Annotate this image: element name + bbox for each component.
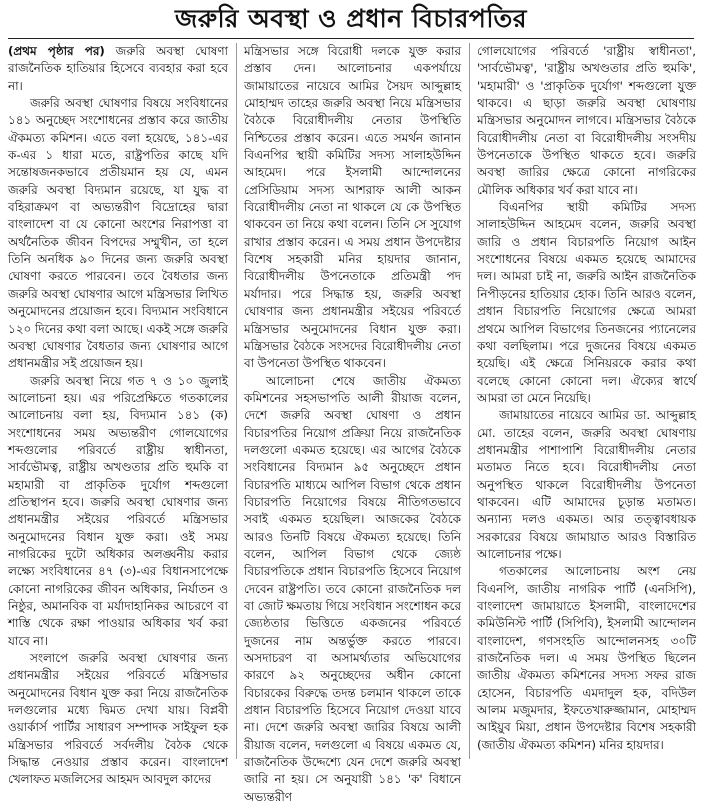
article-column-1 xyxy=(8,43,228,787)
paragraph: (প্রথম পৃষ্ঠার পর) জরুরি অবস্থা ঘোষণা রাজনৈতিক হাতিয়ার হিসেবে ব্যবহার করা হবে না। xyxy=(8,44,228,93)
article-column-3 xyxy=(477,43,696,759)
paragraph: জামায়াতের নায়েবে আমির ডা. আব্দুল্লাহ মো. তাহের বলেন, জরুরি অবস্থা ঘোষণায় প্রধানমন্ত্রীর পাশাপাশি বিরোধীদলীয় নেতার মতামত নিতে হবে। বিরোধীদলীয় নেতা অনুপস্থিত থাকলে বিরোধীদলীয় উপনেতা থাকবেন। এটি আমাদের চূড়ান্ত মতামত। অন্যান্য দলও একমত। আর তত্ত্বাবধায়ক সরকারের বিষয়ে জামায়াত আরও বিস্তারিত আলোচনার পক্ষে। xyxy=(477,408,696,561)
paragraph: আলোচনা শেষে জাতীয় ঐকমত্য কমিশনের সহসভাপতি আলী রীয়াজ বলেন, দেশে জরুরি অবস্থা ঘোষণা ও প্রধান বিচারপতির নিয়োগ প্রক্রিয়া নিয়ে রাজনৈতিক দলগুলো একমত হয়েছে। এর আগের বৈঠকে সংবিধানের বিদ্যমান ৯৫ অনুচ্ছেদে প্রধান বিচারপতি মাধ্যমে আপিল বিভাগ থেকে প্রধান বিচারপতি নিয়োগের বিষয়ে নীতিগতভাবে সবাই একমত হয়েছিল। আজকের বৈঠকে আরও তিনটি বিষয়ে ঐকমত্য হয়েছে। তিনি বলেন, আপিল বিভাগ থেকে জ্যেষ্ঠ বিচারপতিকে প্রধান বিচারপতি হিসেবে নিয়োগ দেবেন রাষ্ট্রপতি। তবে কোনো রাজনৈতিক দল বা জোট ক্ষমতায় গিয়ে সংবিধান সংশোধন করে জ্যেষ্ঠতার ভিত্তিতে একজনের পরিবর্তে দুজনের নাম অন্তর্ভুক্ত করতে পারবে। অসদাচরণ বা অসামর্থ্যতার অভিযোগের কারণে ৯২ অনুচ্ছেদের অধীন কোনো বিচারকের বিরুদ্ধে তদন্ত চলমান থাকলে তাকে প্রধান বিচারপতি হিসেবে নিয়োগ দেওয়া যাবে না। দেশে জরুরি অবস্থা জারির বিষয়ে আলী রীয়াজ বলেন, দলগুলো এ বিষয়ে একমত যে, রাজনৈতিক উদ্দেশ্যে যেন দেশে জরুরি অবস্থা জারি না হয়। সে অনুযায়ী ১৪১ 'ক' বিধানে অভ্যন্তরীণ xyxy=(244,373,461,804)
paragraph: গতকালের আলোচনায় অংশ নেয় বিএনপি, জাতীয় নাগরিক পার্টি (এনসিপি), বাংলাদেশ জামায়াতে ইসলামী, বাংলাদেশের কমিউনিস্ট পার্টি (সিপিবি), ইসলামী আন্দোলন বাংলাদেশ, গণসংহতি আন্দোলনসহ ৩০টি রাজনৈতিক দল। এ সময় উপস্থিত ছিলেন জাতীয় ঐকমত্য কমিশনের সদস্য সফর রাজ হোসেন, বিচারপতি এমদাদুল হক, বদিউল আলম মজুমদার, ইফতেখারুজ্জামান, মোহাম্মদ আইয়ুব মিয়া, প্রধান উপদেষ্টার বিশেষ সহকারী (জাতীয় ঐকমত্য কমিশন) মনির হায়দার। xyxy=(477,564,696,752)
headline: জরুরি অবস্থা ও প্রধান বিচারপতির xyxy=(174,4,528,33)
column-divider xyxy=(236,43,237,759)
column-divider xyxy=(469,43,470,759)
paragraph: সংলাপে জরুরি অবস্থা ঘোষণার জন্য প্রধানমন্ত্রীর সইয়ের পরিবর্তে মন্ত্রিসভার অনুমোদনের বিধান যুক্ত করা নিয়ে রাজনৈতিক দলগুলোর মধ্যে দ্বিমত দেখা যায়। বিপ্লবী ওয়ার্কার্স পার্টির সাধারণ সম্পাদক সাইফুল হক মন্ত্রিসভার পরিবর্তে সর্বদলীয় বৈঠক থেকে সিদ্ধান্ত নেওয়ার প্রস্তাব করেন। বাংলাদেশ খেলাফত মজলিসের আহমদ আবদুল কাদের xyxy=(8,651,228,787)
paragraph: গোলযোগের পরিবর্তে 'রাষ্ট্রীয় স্বাধীনতা', 'সার্বভৌমত্ব', 'রাষ্ট্রীয় অখণ্ডতার প্রতি হুমকি', 'মহামারী' ও 'প্রাকৃতিক দুর্যোগ' শব্দগুলো যুক্ত থাকবে। এ ছাড়া জরুরি অবস্থা ঘোষণায় মন্ত্রিসভার অনুমোদন লাগবে। মন্ত্রিসভার বৈঠকে বিরোধীদলীয় নেতা বা বিরোধীদলীয় সংসদীয় উপনেতাকে উপস্থিত থাকতে হবে। জরুরি অবস্থা জারির ক্ষেত্রে কোনো নাগরিকের মৌলিক অধিকার খর্ব করা যাবে না। xyxy=(477,44,696,197)
headline-rule xyxy=(8,38,694,39)
article-column-2 xyxy=(244,43,461,804)
paragraph: জরুরি অবস্থা নিয়ে গত ৭ ও ১০ জুলাই আলোচনা হয়। এর পরিপ্রেক্ষিতে গতকালের আলোচনায় বলা হয়, বিদ্যমান ১৪১ (ক) সংশোধনের সময় অভ্যন্তরীণ গোলযোগের শব্দগুলোর পরিবর্তে রাষ্ট্রীয় স্বাধীনতা, সার্বভৌমত্ব, রাষ্ট্রীয় অখণ্ডতার প্রতি হুমকি বা মহামারী বা প্রাকৃতিক দুর্যোগ শব্দগুলো প্রতিস্থাপন হবে। জরুরি অবস্থা ঘোষণার জন্য প্রধানমন্ত্রীর সইয়ের পরিবর্তে মন্ত্রিসভার অনুমোদনের বিধান যুক্ত করা। ওই সময় নাগরিকের দুটো অধিকার অলঙ্ঘনীয় করার লক্ষ্যে সংবিধানের ৪৭ (৩)-এর বিধানসাপেক্ষে কোনো নাগরিকের জীবন অধিকার, নির্যাতন ও নিষ্ঠুর, অমানবিক বা মর্যাদাহানিকর আচরণে বা শাস্তি থেকে রক্ষা পাওয়ার অধিকার খর্ব করা যাবে না। xyxy=(8,373,228,648)
paragraph: জরুরি অবস্থা ঘোষণার বিষয়ে সংবিধানের ১৪১ অনুচ্ছেদ সংশোধনের প্রস্তাব করে জাতীয় ঐকমত্য কমিশন। এতে বলা হয়েছে, ১৪১-এর ক-এর ১ ধারা মতে, রাষ্ট্রপতির কাছে যদি সন্তোষজনকভাবে প্রতীয়মান হয় যে, এমন জরুরি অবস্থা বিদ্যমান রয়েছে, যা যুদ্ধ বা বহিরাক্রমণ বা অভ্যন্তরীণ বিদ্রোহের দ্বারা বাংলাদেশ বা যে কোনো অংশের নিরাপত্তা বা অর্থনৈতিক জীবন বিপদের সম্মুখীন, তা হলে তিনি অনধিক ৯০ দিনের জন্য জরুরি অবস্থা ঘোষণা করতে পারবেন। তবে বৈধতার জন্য জরুরি অবস্থা ঘোষণার আগে মন্ত্রিসভার লিখিত অনুমোদনের প্রয়োজন হবে। বিদ্যমান সংবিধানে ১২০ দিনের কথা বলা আছে। একই সঙ্গে জরুরি অবস্থা ঘোষণার বৈধতার জন্য ঘোষণার আগে প্রধানমন্ত্রীর সই প্রয়োজন হয়। xyxy=(8,96,228,371)
paragraph: মন্ত্রিসভার সঙ্গে বিরোধী দলকে যুক্ত করার প্রস্তাব দেন। আলোচনার একপর্যায়ে জামায়াতের নায়েবে আমির সৈয়দ আব্দুল্লাহ মোহাম্মদ তাহের জরুরি অবস্থা নিয়ে মন্ত্রিসভার বৈঠকে বিরোধীদলীয় নেতার উপস্থিতি নিশ্চিতের প্রস্তাব করেন। এতে সমর্থন জানান বিএনপির স্থায়ী কমিটির সদস্য সালাহউদ্দিন আহমেদ। পরে ইসলামী আন্দোলনের প্রেসিডিয়াম সদস্য আশরাফ আলী আকন বিরোধীদলীয় নেতা না থাকলে যে কে উপস্থিত থাকবেন তা নিয়ে কথা বলেন। তিনি সে সুযোগ রাখার প্রস্তাব করেন। এ সময় প্রধান উপদেষ্টার বিশেষ সহকারী মনির হায়দার জানান, বিরোধীদলীয় উপনেতাকে প্রতিমন্ত্রী পদ মর্যাদার। পরে সিদ্ধান্ত হয়, জরুরি অবস্থা ঘোষণার জন্য প্রধানমন্ত্রীর সইয়ের পরিবর্তে মন্ত্রিসভার অনুমোদনের বিধান যুক্ত করা। মন্ত্রিসভার বৈঠকে সংসদের বিরোধীদলীয় নেতা বা উপনেতা উপস্থিত থাকবেন। xyxy=(244,44,461,371)
paragraph: বিএনপির স্থায়ী কমিটির সদস্য সালাহউদ্দিন আহমেদ বলেন, জরুরি অবস্থা জারি ও প্রধান বিচারপতি নিয়োগ আইন সংশোধনের বিষয়ে একমত হয়েছে আমাদের দল। আমরা চাই না, জরুরি আইন রাজনৈতিক নিপীড়নের হাতিয়ার হোক। তিনি আরও বলেন, প্রধান বিচারপতি নিয়োগের ক্ষেত্রে আমরা প্রথমে আপিল বিভাগের তিনজনের প্যানেলের কথা বলছিলাম। পরে দুজনের বিষয়ে একমত হয়েছি। এই ক্ষেত্রে সিনিয়রকে করার কথা বলেছে কোনো কোনো দল। ঐক্যের স্বার্থে আমরা তা মেনে নিয়েছি। xyxy=(477,200,696,405)
continuation-marker: (প্রথম পৃষ্ঠার পর) xyxy=(8,44,105,58)
